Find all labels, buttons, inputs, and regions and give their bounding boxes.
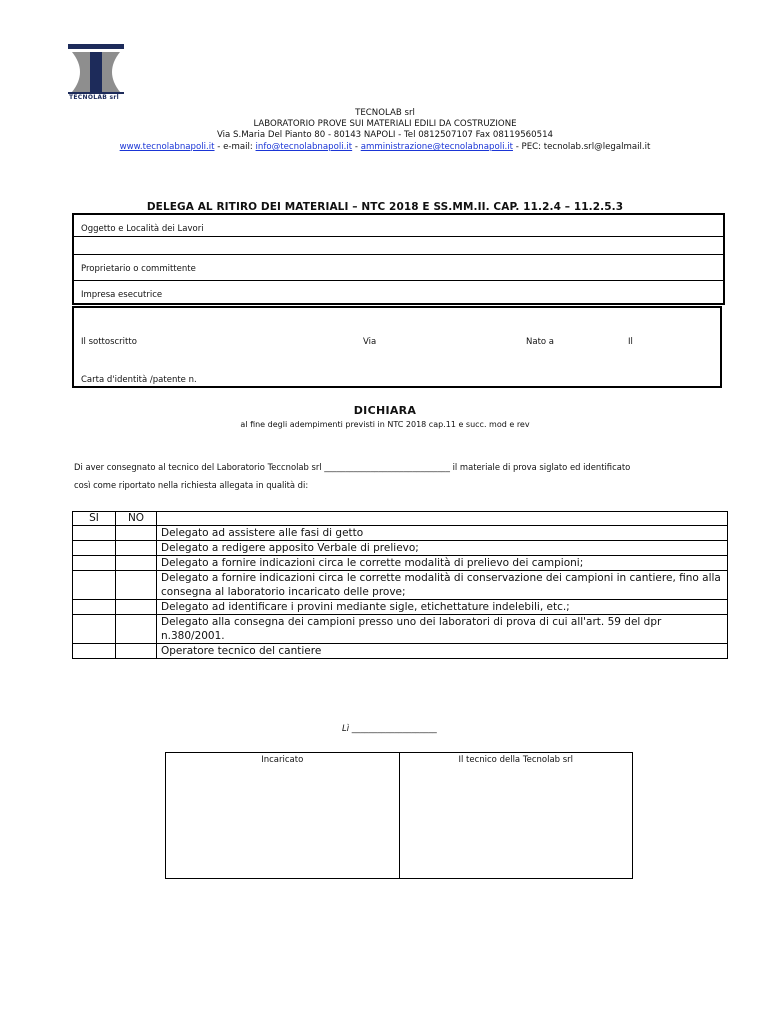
email-admin-link[interactable]: amministrazione@tecnolabnapoli.it <box>360 142 513 152</box>
declaration-line-2: così come riportato nella richiesta allegata in qualità di: <box>74 480 309 490</box>
document-title: DELEGA AL RITIRO DEI MATERIALI – NTC 2018 E SS.MM.II. CAP. 11.2.4 – 11.2.5.3 <box>146 201 624 213</box>
si-checkbox-cell[interactable] <box>73 556 116 571</box>
col-no-header: NO <box>116 512 157 526</box>
table-row <box>73 556 728 571</box>
proprietario-label: Proprietario o committente <box>81 264 196 274</box>
table-row <box>73 541 728 556</box>
signature-table <box>165 752 633 879</box>
si-checkbox-cell[interactable] <box>73 526 116 541</box>
website-link[interactable]: www.tecnolabnapoli.it <box>119 142 215 152</box>
table-row <box>73 644 728 659</box>
impresa-label: Impresa esecutrice <box>81 290 163 300</box>
works-info-table <box>72 213 725 305</box>
signature-incaricato: Incaricato <box>166 753 400 879</box>
option-label: Delegato a fornire indicazioni circa le corrette modalità di prelievo dei campioni; <box>157 556 728 571</box>
table-row <box>73 526 728 541</box>
option-label: Delegato alla consegna dei campioni presso uno dei laboratori di prova di cui all'art. 59 del dpr n.380/2001. <box>157 615 728 644</box>
il-label: Il <box>628 337 633 347</box>
option-label: Delegato ad identificare i provini mediante sigle, etichettature indelebili, etc.; <box>157 600 728 615</box>
col-si-header: SI <box>73 512 116 526</box>
sep-email: - e-mail: <box>214 142 256 152</box>
no-checkbox-cell[interactable] <box>116 600 157 615</box>
logo-text: TECNOLAB srl <box>69 94 120 101</box>
col-desc-header <box>157 512 728 526</box>
dichiara-heading: DICHIARA <box>353 404 417 417</box>
no-checkbox-cell[interactable] <box>116 526 157 541</box>
sep-email2: - <box>352 142 361 152</box>
table-row <box>73 615 728 644</box>
si-checkbox-cell[interactable] <box>73 600 116 615</box>
table-row <box>73 571 728 600</box>
via-label: Via <box>363 337 377 347</box>
row-divider <box>74 254 723 255</box>
company-name: TECNOLAB srl <box>355 108 415 118</box>
option-label: Delegato a fornire indicazioni circa le corrette modalità di conservazione dei campioni in cantiere, fino alla consegna al laboratorio incaricato delle prove; <box>157 571 728 600</box>
oggetto-label: Oggetto e Località dei Lavori <box>81 224 204 234</box>
table-row <box>73 600 728 615</box>
email-info-link[interactable]: info@tecnolabnapoli.it <box>255 142 353 152</box>
row-divider <box>74 236 723 237</box>
option-label: Delegato a redigere apposito Verbale di prelievo; <box>157 541 728 556</box>
option-label: Delegato ad assistere alle fasi di getto <box>157 526 728 541</box>
option-label: Operatore tecnico del cantiere <box>157 644 728 659</box>
role-selection-table <box>72 511 728 659</box>
si-checkbox-cell[interactable] <box>73 644 116 659</box>
nato-label: Nato a <box>526 337 555 347</box>
signer-info-table <box>72 306 722 388</box>
sottoscritto-label: Il sottoscritto <box>81 337 137 347</box>
si-checkbox-cell[interactable] <box>73 571 116 600</box>
si-checkbox-cell[interactable] <box>73 541 116 556</box>
no-checkbox-cell[interactable] <box>116 615 157 644</box>
no-checkbox-cell[interactable] <box>116 644 157 659</box>
contacts-line <box>0 142 770 153</box>
pec-text: - PEC: tecnolab.srl@legalmail.it <box>512 142 651 152</box>
dichiara-subtitle: al fine degli adempimenti previsti in NTC 2018 cap.11 e succ. mod e rev <box>240 420 530 429</box>
si-checkbox-cell[interactable] <box>73 615 116 644</box>
no-checkbox-cell[interactable] <box>116 541 157 556</box>
declaration-line-1: Di aver consegnato al tecnico del Laboratorio Teccnolab srl ______________________________ il materiale di prova siglato ed identificato <box>74 462 631 472</box>
table-header-row <box>73 512 728 526</box>
row-divider <box>74 280 723 281</box>
carta-label: Carta d'identità /patente n. <box>81 375 197 385</box>
no-checkbox-cell[interactable] <box>116 571 157 600</box>
company-subtitle: LABORATORIO PROVE SUI MATERIALI EDILI DA COSTRUZIONE <box>253 119 517 129</box>
signature-tecnico: Il tecnico della Tecnolab srl <box>399 753 633 879</box>
company-address: Via S.Maria Del Pianto 80 - 80143 NAPOLI - Tel 0812507107 Fax 08119560514 <box>216 130 554 140</box>
place-date-field: Lì ____________________ <box>342 724 437 734</box>
no-checkbox-cell[interactable] <box>116 556 157 571</box>
